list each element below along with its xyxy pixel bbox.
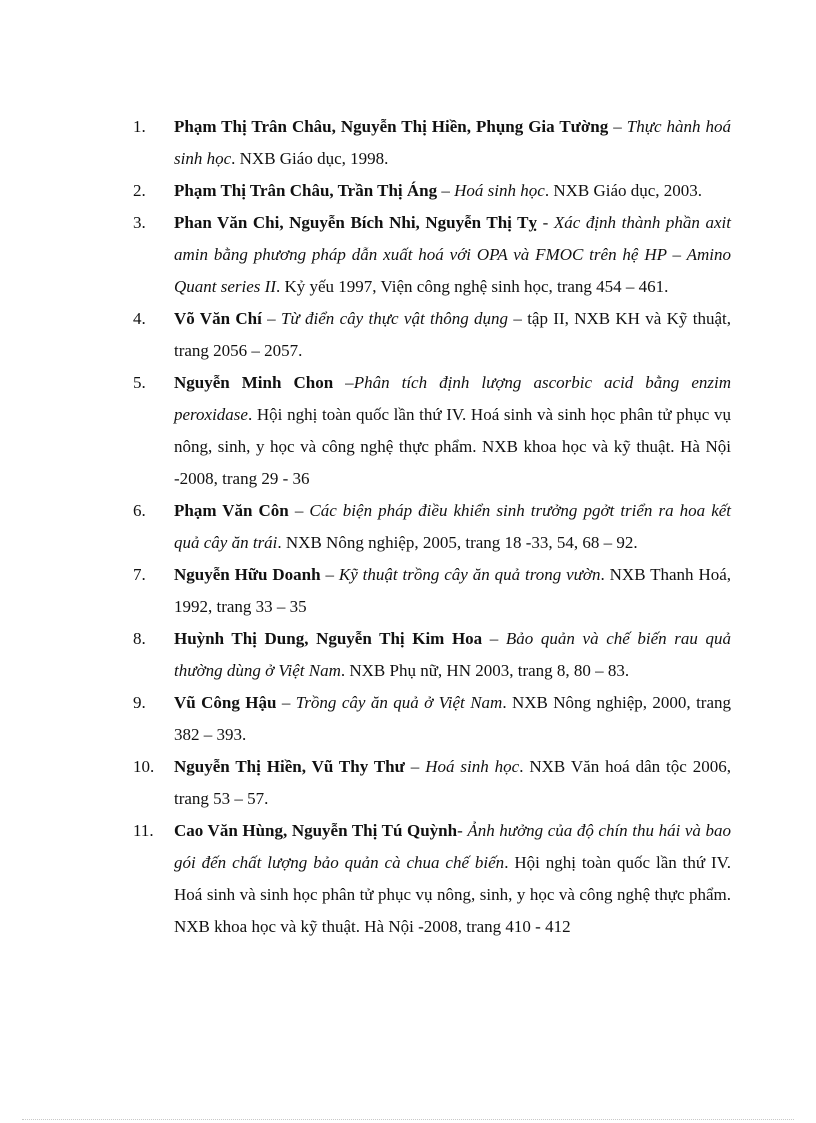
reference-separator: – bbox=[333, 373, 354, 392]
reference-title: Phân tích định lượng ascorbic acid bằng enzim peroxidase bbox=[174, 373, 731, 424]
reference-item bbox=[133, 751, 731, 815]
reference-item bbox=[133, 815, 731, 943]
reference-list bbox=[133, 111, 731, 943]
reference-separator: – bbox=[437, 181, 455, 200]
reference-details: . Hội nghị toàn quốc lần thứ IV. Hoá sinh và sinh học phân tử phục vụ nông, sinh, y học và công nghệ thực phẩm. NXB khoa học và kỹ thuật. Hà Nội -2008, trang 410 - 412 bbox=[174, 853, 731, 936]
reference-item bbox=[133, 303, 731, 367]
reference-item bbox=[133, 687, 731, 751]
reference-title: Thực hành hoá sinh học bbox=[174, 117, 732, 168]
reference-separator: – bbox=[320, 565, 339, 584]
reference-number: 8. bbox=[133, 629, 146, 648]
reference-details: . NXB Thanh Hoá, 1992, trang 33 – 35 bbox=[174, 565, 732, 616]
reference-title: Hoá sinh học bbox=[425, 757, 520, 776]
reference-details: . NXB Nông nghiệp, 2000, trang 382 – 393. bbox=[174, 693, 731, 744]
reference-title: Xác định thành phần axit amin bằng phương pháp dẫn xuất hoá với OPA và FMOC trên hệ HP – Amino Quant series II bbox=[174, 213, 731, 296]
reference-item bbox=[133, 623, 731, 687]
reference-details: . NXB Nông nghiệp, 2005, trang 18 -33, 54, 68 – 92. bbox=[277, 533, 638, 552]
reference-details: – tập II, NXB KH và Kỹ thuật, trang 2056 – 2057. bbox=[174, 309, 732, 360]
reference-details: . Hội nghị toàn quốc lần thứ IV. Hoá sinh và sinh học phân tử phục vụ nông, sinh, y học và công nghệ thực phẩm. NXB khoa học và kỹ thuật. Hà Nội -2008, trang 29 - 36 bbox=[174, 405, 731, 488]
reference-details: . NXB Giáo dục, 2003. bbox=[544, 181, 703, 200]
reference-item bbox=[133, 207, 731, 303]
reference-title: Các biện pháp điều khiển sinh trưởng pgởt triển ra hoa kết quả cây ăn trái bbox=[174, 501, 732, 552]
reference-number: 11. bbox=[133, 821, 154, 840]
reference-details: . NXB Văn hoá dân tộc 2006, trang 53 – 57. bbox=[174, 757, 731, 808]
reference-number: 3. bbox=[133, 213, 146, 232]
reference-number: 4. bbox=[133, 309, 146, 328]
reference-authors: Nguyễn Thị Hiền, Vũ Thy Thư bbox=[174, 757, 405, 776]
reference-number: 1. bbox=[133, 117, 146, 136]
reference-number: 10. bbox=[133, 757, 155, 776]
reference-authors: Phạm Thị Trân Châu, Nguyễn Thị Hiền, Phụng Gia Tường bbox=[174, 117, 609, 136]
reference-title: Ảnh hưởng của độ chín thu hái và bao gói đến chất lượng bảo quản cà chua chế biến bbox=[174, 821, 731, 872]
reference-details: . Kỷ yếu 1997, Viện công nghệ sinh học, trang 454 – 461. bbox=[275, 277, 669, 296]
reference-number: 7. bbox=[133, 565, 146, 584]
reference-authors: Võ Văn Chí bbox=[174, 309, 262, 328]
page-bottom-divider bbox=[22, 1119, 794, 1120]
reference-authors: Vũ Công Hậu bbox=[174, 693, 277, 712]
reference-number: 6. bbox=[133, 501, 146, 520]
reference-authors: Cao Văn Hùng, Nguyễn Thị Tú Quỳnh bbox=[174, 821, 458, 840]
reference-item bbox=[133, 367, 731, 495]
reference-item bbox=[133, 175, 731, 207]
reference-separator: – bbox=[404, 757, 426, 776]
reference-authors: Nguyễn Minh Chon bbox=[174, 373, 334, 392]
reference-authors: Phan Văn Chi, Nguyễn Bích Nhi, Nguyễn Thị Tỵ bbox=[174, 213, 537, 232]
reference-authors: Nguyễn Hữu Doanh bbox=[174, 565, 321, 584]
reference-title: Từ điển cây thực vật thông dụng bbox=[280, 309, 509, 328]
reference-number: 9. bbox=[133, 693, 146, 712]
reference-separator: – bbox=[608, 117, 627, 136]
reference-separator: – bbox=[288, 501, 310, 520]
reference-details: . NXB Giáo dục, 1998. bbox=[231, 149, 389, 168]
reference-authors: Phạm Thị Trân Châu, Trần Thị Áng bbox=[174, 181, 438, 200]
reference-separator: – bbox=[482, 629, 506, 648]
reference-title: Trồng cây ăn quả ở Việt Nam bbox=[295, 693, 503, 712]
reference-title: Hoá sinh học bbox=[454, 181, 545, 200]
reference-number: 2. bbox=[133, 181, 146, 200]
reference-separator: – bbox=[261, 309, 281, 328]
reference-authors: Phạm Văn Côn bbox=[174, 501, 289, 520]
reference-authors: Huỳnh Thị Dung, Nguyễn Thị Kim Hoa bbox=[174, 629, 483, 648]
reference-item bbox=[133, 559, 731, 623]
reference-separator: – bbox=[276, 693, 296, 712]
reference-item bbox=[133, 111, 731, 175]
reference-details: . NXB Phụ nữ, HN 2003, trang 8, 80 – 83. bbox=[340, 661, 630, 680]
reference-title: Bảo quản và chế biến rau quả thường dùng ở Việt Nam bbox=[174, 629, 732, 680]
reference-separator: - bbox=[457, 821, 468, 840]
reference-number: 5. bbox=[133, 373, 146, 392]
reference-title: Kỹ thuật trồng cây ăn quả trong vườn bbox=[338, 565, 601, 584]
reference-item bbox=[133, 495, 731, 559]
reference-separator: - bbox=[537, 213, 554, 232]
